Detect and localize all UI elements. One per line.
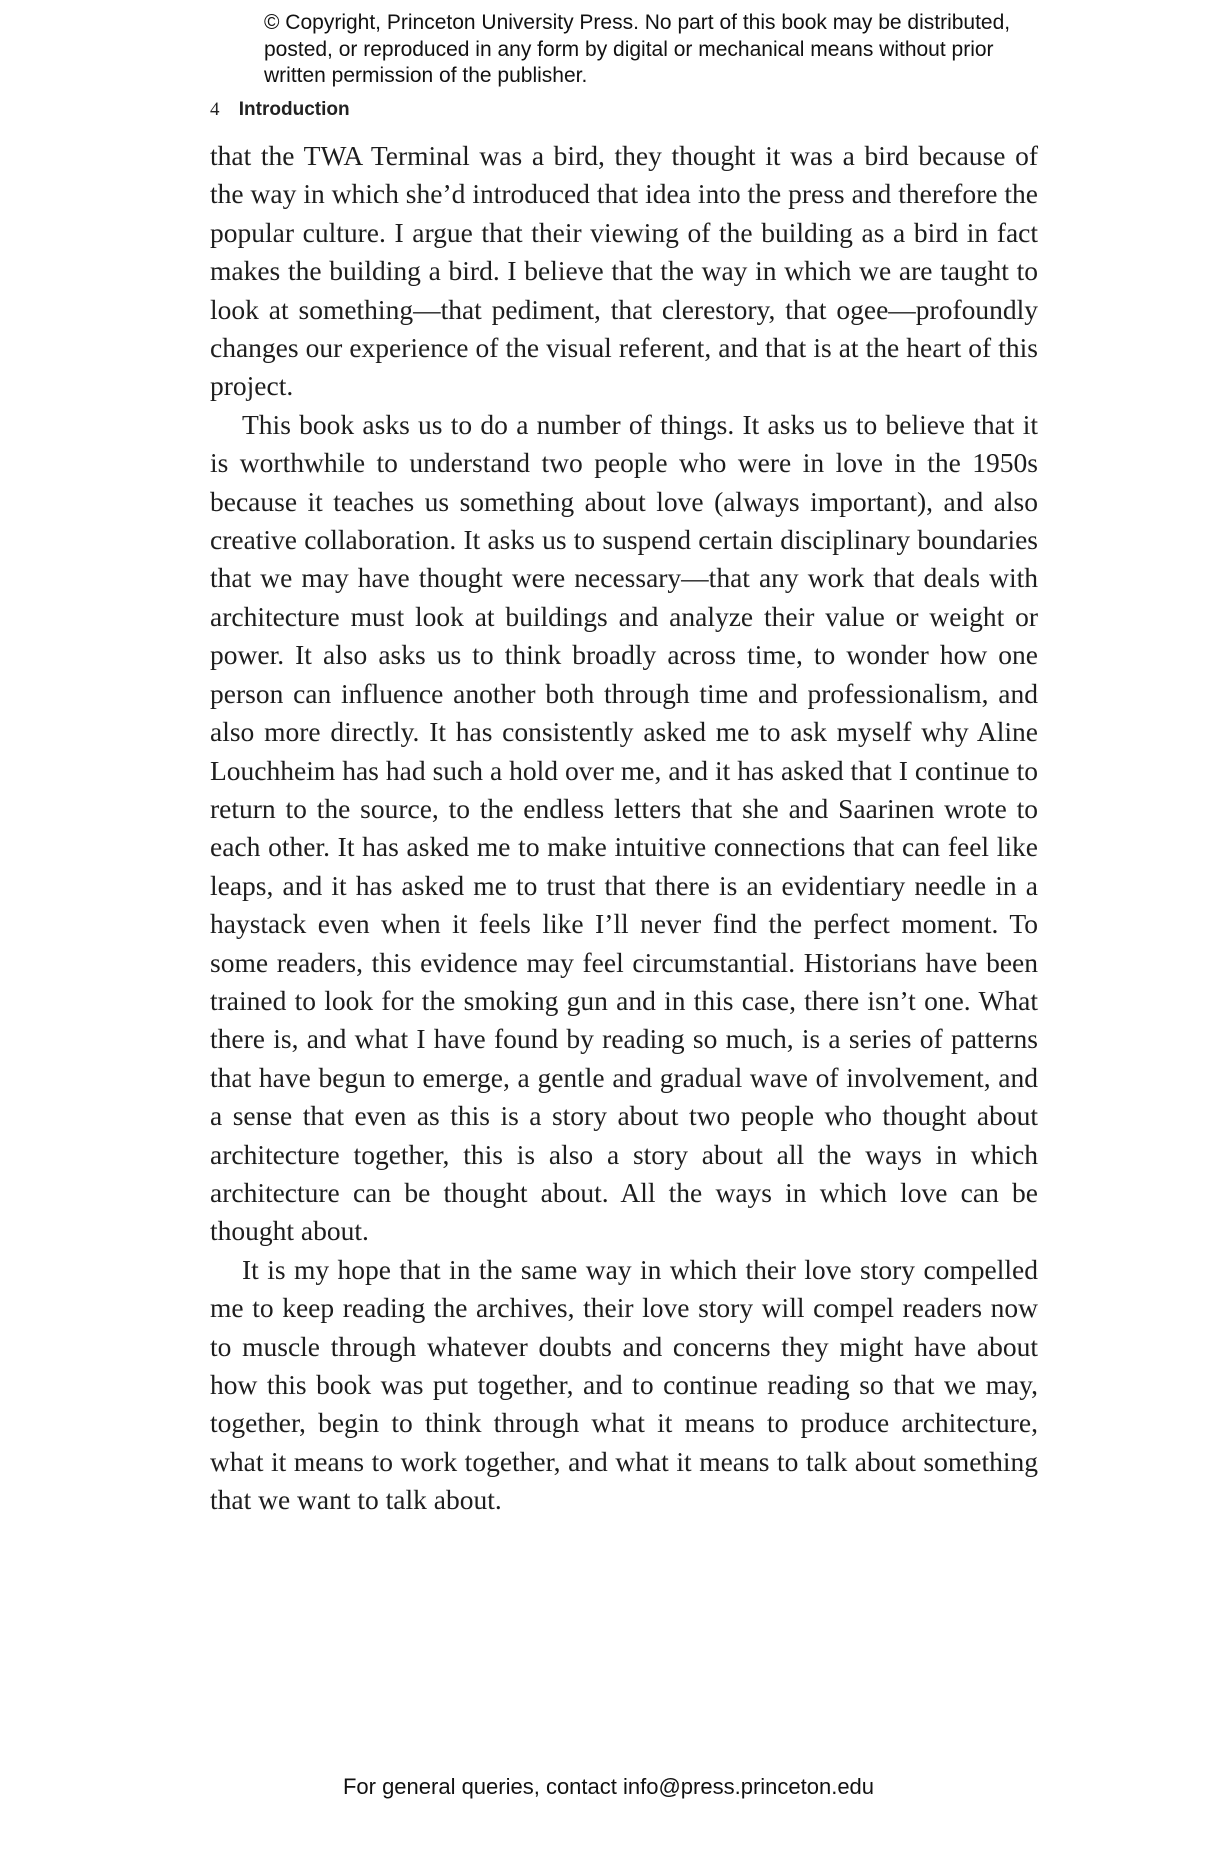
section-title: Introduction xyxy=(238,99,350,120)
footer-contact: For general queries, contact info@press.princeton.edu xyxy=(342,1774,875,1799)
page-number: 4 xyxy=(210,99,220,120)
paragraph-1: that the TWA Terminal was a bird, they thought it was a bird because of the way in which she’d introduced that idea into the press and therefore the popular culture. I argue that their viewing of the building as a bird in fact makes the building a bird. I believe that the way in which we are taught to look at something—that pediment, that clerestory, that ogee—profoundly changes our experience of the visual referent, and that is at the heart of this project. xyxy=(210,140,1038,402)
copyright-notice: © Copyright, Princeton University Press. No part of this book may be distributed, posted, or reproduced in any form by digital or mechanical means without prior written permission of the publisher. xyxy=(264,11,1011,87)
running-head xyxy=(210,98,350,122)
body-text xyxy=(210,137,1038,1520)
paragraph-2: This book asks us to do a number of things. It asks us to believe that it is worthwhile to understand two people who were in love in the 1950s because it teaches us something about love (always important), and also creative collaboration. It asks us to suspend certain disciplinary boundaries that we may have thought were necessary—that any work that deals with architecture must look at buildings and analyze their value or weight or power. It also asks us to think broadly across time, to wonder how one person can influence another both through time and professionalism, and also more directly. It has consistently asked me to ask myself why Aline Louchheim has had such a hold over me, and it has asked that I continue to return to the source, to the endless letters that she and Saarinen wrote to each other. It has asked me to make intuitive connections that can feel like leaps, and it has asked me to trust that there is an evidentiary needle in a haystack even when it feels like I’ll never find the perfect moment. To some readers, this evidence may feel circumstantial. Historians have been trained to look for the smoking gun and in this case, there isn’t one. What there is, and what I have found by reading so much, is a series of patterns that have begun to emerge, a gentle and gradual wave of involvement, and a sense that even as this is a story about two people who thought about architecture together, this is also a story about all the ways in which architecture can be thought about. All the ways in which love can be thought about. xyxy=(210,408,1038,1247)
footer xyxy=(0,1773,1225,1801)
paragraph-3: It is my hope that in the same way in which their love story compelled me to keep reading the archives, their love story will compel readers now to muscle through whatever doubts and concerns they might have about how this book was put together, and to continue reading so that we may, together, begin to think through what it means to produce architecture, what it means to work together, and what it means to talk about something that we want to talk about. xyxy=(210,1253,1038,1516)
